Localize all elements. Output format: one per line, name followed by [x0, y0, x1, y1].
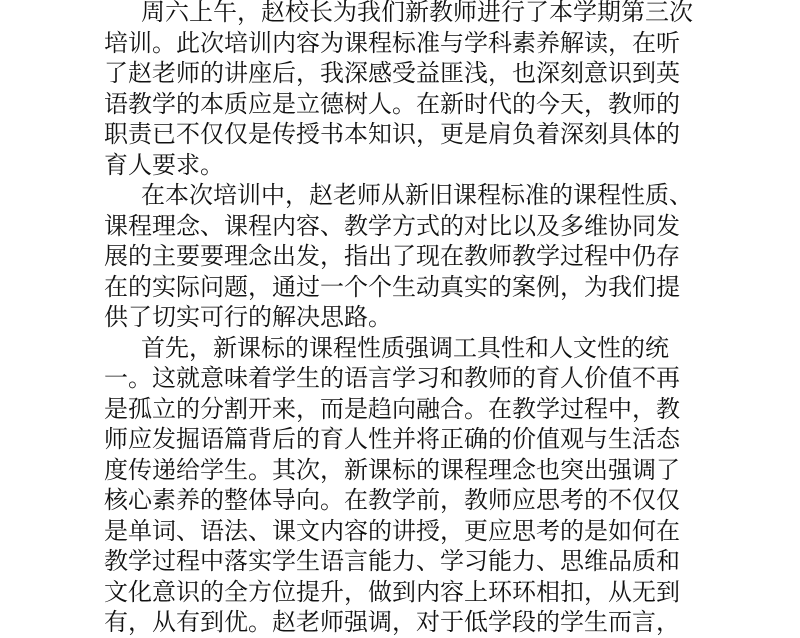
text-line: 培训。此次培训内容为课程标准与学科素养解读，在听	[104, 28, 680, 57]
text-line: 了赵老师的讲座后，我深感受益匪浅，也深刻意识到英	[104, 59, 680, 87]
text-line: 是单词、语法、课文内容的讲授，更应思考的是如何在	[104, 516, 680, 545]
text-line: 在本次培训中，赵老师从新旧课程标准的课程性质、	[141, 181, 693, 209]
text-line: 课程理念、课程内容、教学方式的对比以及多维协同发	[104, 211, 680, 240]
text-line: 师应发掘语篇背后的育人性并将正确的价值观与生活态	[104, 425, 680, 453]
document-page	[104, 0, 704, 638]
text-line: 周六上午，赵校长为我们新教师进行了本学期第三次	[141, 0, 693, 26]
text-line: 在的实际问题，通过一个个生动真实的案例，为我们提	[104, 272, 680, 301]
paragraph	[104, 333, 704, 638]
text-line: 供了切实可行的解决思路。	[104, 303, 392, 331]
text-line: 职责已不仅仅是传授书本知识，更是肩负着深刻具体的	[104, 120, 680, 148]
text-line: 育人要求。	[104, 150, 224, 179]
text-line: 是孤立的分割开来，而是趋向融合。在教学过程中，教	[104, 394, 680, 423]
text-line: 一。这就意味着学生的语言学习和教师的育人价值不再	[104, 364, 680, 392]
text-line: 度传递给学生。其次，新课标的课程理念也突出强调了	[104, 455, 680, 484]
text-line: 展的主要要理念出发，指出了现在教师教学过程中仍存	[104, 242, 680, 270]
text-line: 文化意识的全方位提升，做到内容上环环相扣，从无到	[104, 577, 680, 606]
text-line: 核心素养的整体导向。在教学前，教师应思考的不仅仅	[104, 486, 680, 514]
text-line: 首先，新课标的课程性质强调工具性和人文性的统	[141, 333, 669, 362]
text-line: 有，从有到优。赵老师强调，对于低学段的学生而言，	[104, 608, 680, 636]
paragraph	[104, 180, 704, 333]
paragraph	[104, 0, 704, 180]
text-line: 教学过程中落实学生语言能力、学习能力、思维品质和	[104, 547, 680, 575]
text-line: 语教学的本质应是立德树人。在新时代的今天，教师的	[104, 89, 680, 118]
